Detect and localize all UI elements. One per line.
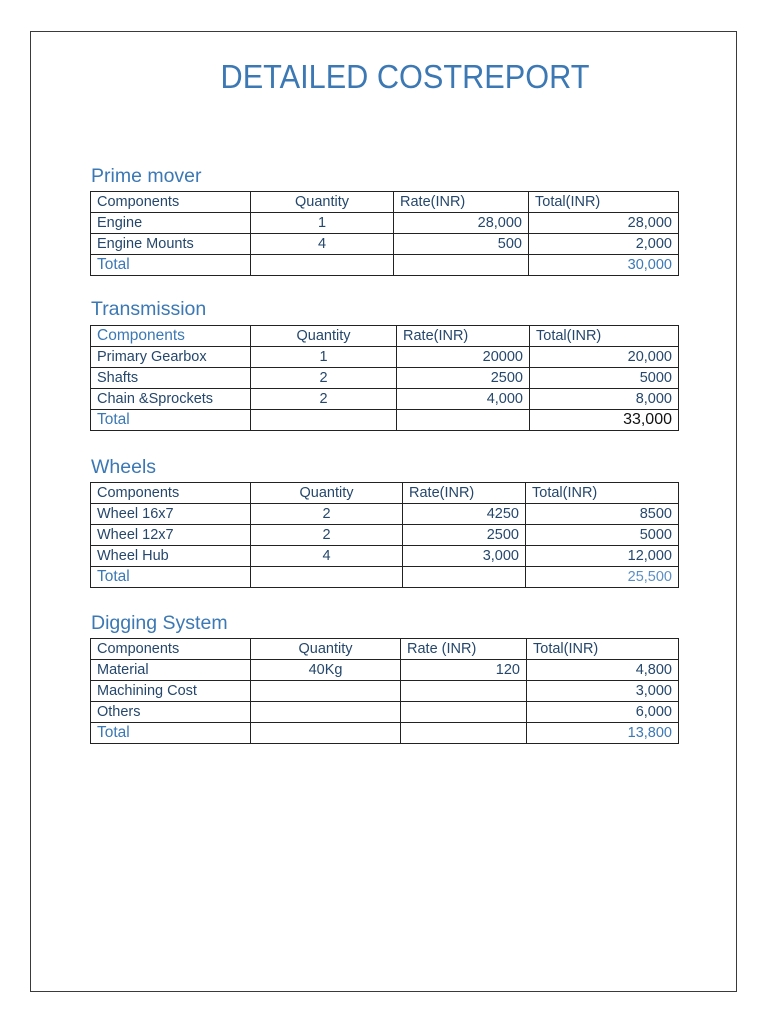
cell-quantity: 40Kg: [251, 660, 401, 681]
table-row: [91, 504, 679, 525]
table-row: [91, 347, 679, 368]
cell-total: 12,000: [526, 546, 679, 567]
cell-total: 3,000: [527, 681, 679, 702]
table-header-row: [91, 639, 679, 660]
header-components: Components: [91, 639, 251, 660]
total-value: 30,000: [529, 255, 679, 276]
table-row: [91, 368, 679, 389]
total-label: Total: [91, 255, 251, 276]
cell-total: 28,000: [529, 213, 679, 234]
table-row: [91, 660, 679, 681]
table-header-row: [91, 192, 679, 213]
total-row: [91, 255, 679, 276]
cell-total: 4,800: [527, 660, 679, 681]
cell-rate: 4,000: [397, 389, 530, 410]
empty-cell: [401, 723, 527, 744]
transmission-table: [90, 325, 679, 431]
empty-cell: [403, 567, 526, 588]
cell-component: Wheel 12x7: [91, 525, 251, 546]
empty-cell: [251, 723, 401, 744]
header-total: Total(INR): [529, 192, 679, 213]
cell-rate: 2500: [397, 368, 530, 389]
cell-rate: [401, 702, 527, 723]
table-row: [91, 389, 679, 410]
document-title: DETAILED COSTREPORT: [220, 58, 590, 95]
cell-quantity: 4: [251, 234, 394, 255]
cell-quantity: 4: [251, 546, 403, 567]
cell-total: 20,000: [530, 347, 679, 368]
cell-rate: [401, 681, 527, 702]
total-label: Total: [91, 567, 251, 588]
header-quantity: Quantity: [251, 326, 397, 347]
table-header-row: [91, 483, 679, 504]
empty-cell: [251, 410, 397, 431]
header-rate: Rate(INR): [397, 326, 530, 347]
table-row: [91, 234, 679, 255]
header-quantity: Quantity: [251, 192, 394, 213]
cell-component: Primary Gearbox: [91, 347, 251, 368]
cell-component: Material: [91, 660, 251, 681]
header-total: Total(INR): [530, 326, 679, 347]
empty-cell: [251, 255, 394, 276]
cell-total: 6,000: [527, 702, 679, 723]
cell-rate: 2500: [403, 525, 526, 546]
cell-rate: 120: [401, 660, 527, 681]
cell-component: Chain &Sprockets: [91, 389, 251, 410]
header-components: Components: [91, 326, 251, 347]
section-heading-transmission: Transmission: [91, 298, 207, 320]
empty-cell: [397, 410, 530, 431]
header-quantity: Quantity: [251, 483, 403, 504]
cell-quantity: 1: [251, 213, 394, 234]
cell-rate: 3,000: [403, 546, 526, 567]
cell-rate: 500: [394, 234, 529, 255]
header-components: Components: [91, 192, 251, 213]
total-row: [91, 723, 679, 744]
cell-rate: 20000: [397, 347, 530, 368]
table-row: [91, 525, 679, 546]
total-row: [91, 567, 679, 588]
total-row: [91, 410, 679, 431]
table-row: [91, 681, 679, 702]
empty-cell: [251, 567, 403, 588]
cell-quantity: 2: [251, 389, 397, 410]
cell-component: Engine Mounts: [91, 234, 251, 255]
empty-cell: [394, 255, 529, 276]
cell-component: Wheel Hub: [91, 546, 251, 567]
cell-quantity: 2: [251, 525, 403, 546]
cell-quantity: 1: [251, 347, 397, 368]
header-total: Total(INR): [526, 483, 679, 504]
cell-component: Machining Cost: [91, 681, 251, 702]
header-rate: Rate (INR): [401, 639, 527, 660]
total-value: 13,800: [527, 723, 679, 744]
header-rate: Rate(INR): [403, 483, 526, 504]
header-rate: Rate(INR): [394, 192, 529, 213]
header-components: Components: [91, 483, 251, 504]
cell-total: 5000: [530, 368, 679, 389]
cell-component: Others: [91, 702, 251, 723]
cell-rate: 4250: [403, 504, 526, 525]
cell-rate: 28,000: [394, 213, 529, 234]
cell-component: Engine: [91, 213, 251, 234]
section-heading-wheels: Wheels: [91, 456, 157, 478]
section-heading-prime-mover: Prime mover: [91, 165, 202, 187]
total-value: 33,000: [530, 410, 679, 431]
cell-total: 8,000: [530, 389, 679, 410]
table-row: [91, 213, 679, 234]
table-row: [91, 702, 679, 723]
cell-component: Shafts: [91, 368, 251, 389]
cell-quantity: 2: [251, 504, 403, 525]
header-total: Total(INR): [527, 639, 679, 660]
cell-component: Wheel 16x7: [91, 504, 251, 525]
total-label: Total: [91, 410, 251, 431]
cell-quantity: [251, 681, 401, 702]
cell-total: 8500: [526, 504, 679, 525]
total-value: 25,500: [526, 567, 679, 588]
digging-system-table: [90, 638, 679, 744]
cell-quantity: [251, 702, 401, 723]
table-header-row: [91, 326, 679, 347]
wheels-table: [90, 482, 679, 588]
prime-mover-table: [90, 191, 679, 276]
total-label: Total: [91, 723, 251, 744]
section-heading-digging-system: Digging System: [91, 612, 228, 634]
cell-quantity: 2: [251, 368, 397, 389]
cell-total: 2,000: [529, 234, 679, 255]
table-row: [91, 546, 679, 567]
header-quantity: Quantity: [251, 639, 401, 660]
cell-total: 5000: [526, 525, 679, 546]
